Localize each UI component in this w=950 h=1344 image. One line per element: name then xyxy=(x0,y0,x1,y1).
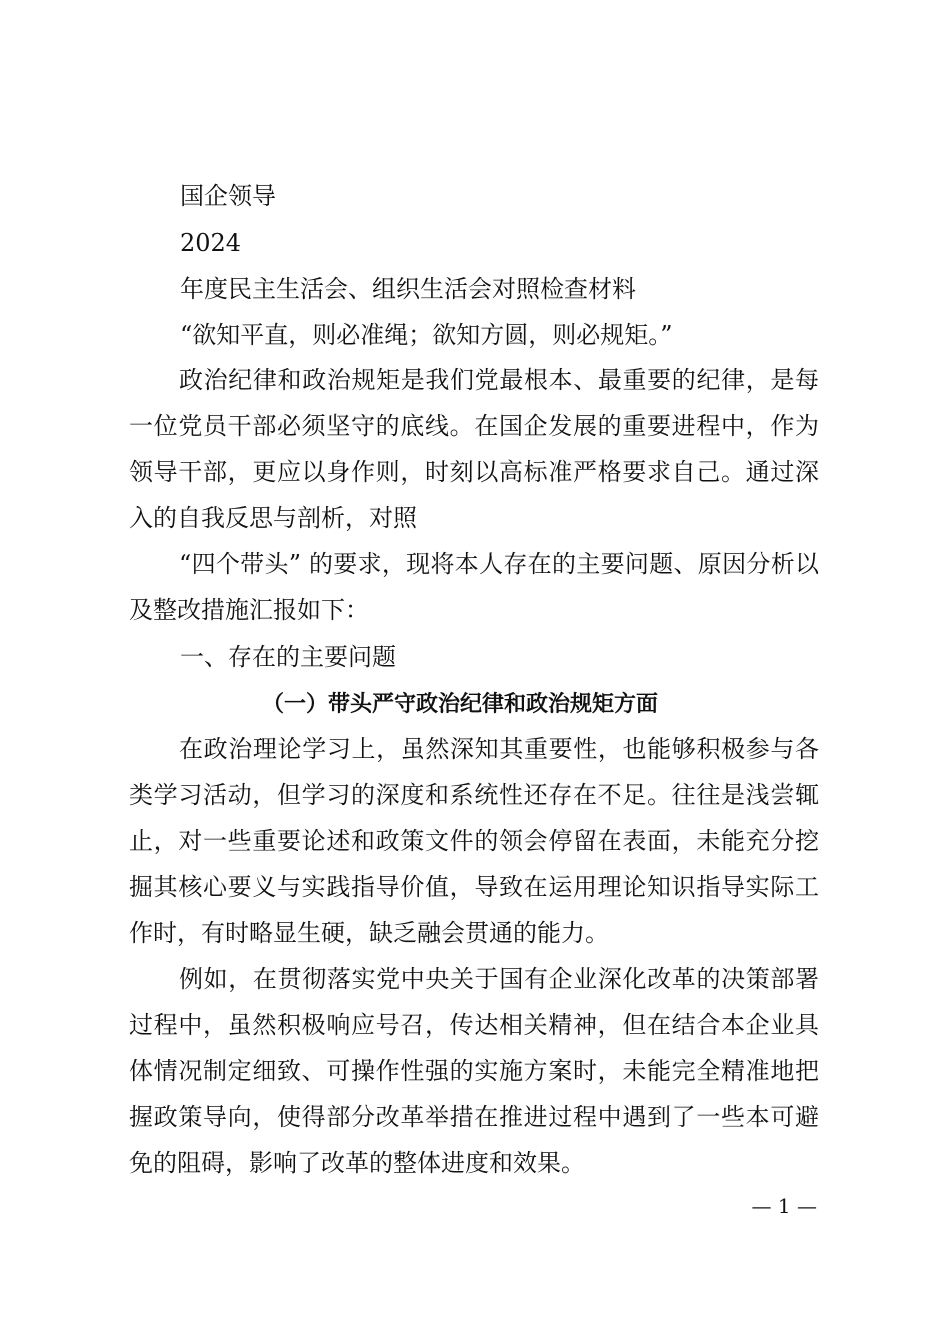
page-number: — 1 — xyxy=(751,1194,817,1218)
subsection-heading: （一）带头严守政治纪律和政治规矩方面 xyxy=(262,691,659,717)
header-line-subtitle: 年度民主生活会、组织生活会对照检查材料 xyxy=(180,275,636,303)
header-line-title: 国企领导 xyxy=(180,182,276,210)
intro-paragraph: 政治纪律和政治规矩是我们党最根本、最重要的纪律，是每一位党员干部必须坚守的底线。在国企发展的重要进程中，作为领导干部，更应以身作则，时刻以高标准严格要求自己。通过深入的自我反思与剖析，对照 xyxy=(129,366,819,532)
intro-paragraph-2: “四个带头” 的要求，现将本人存在的主要问题、原因分析以及整改措施汇报如下： xyxy=(129,550,819,624)
section-heading: 一、存在的主要问题 xyxy=(180,643,396,671)
body-paragraph-1: 在政治理论学习上，虽然深知其重要性，也能够积极参与各类学习活动，但学习的深度和系统性还存在不足。往往是浅尝辄止，对一些重要论述和政策文件的领会停留在表面，未能充分挖掘其核心要义与实践指导价值，导致在运用理论知识指导实际工作时，有时略显生硬，缺乏融会贯通的能力。 xyxy=(129,735,819,947)
header-line-quote: “欲知平直，则必准绳；欲知方圆，则必规矩。” xyxy=(180,321,673,349)
header-line-year: 2024 xyxy=(180,229,242,257)
body-paragraph-2: 例如，在贯彻落实党中央关于国有企业深化改革的决策部署过程中，虽然积极响应号召，传达相关精神，但在结合本企业具体情况制定细致、可操作性强的实施方案时，未能完全精准地把握政策导向，使得部分改革举措在推进过程中遇到了一些本可避免的阻碍，影响了改革的整体进度和效果。 xyxy=(129,965,819,1177)
